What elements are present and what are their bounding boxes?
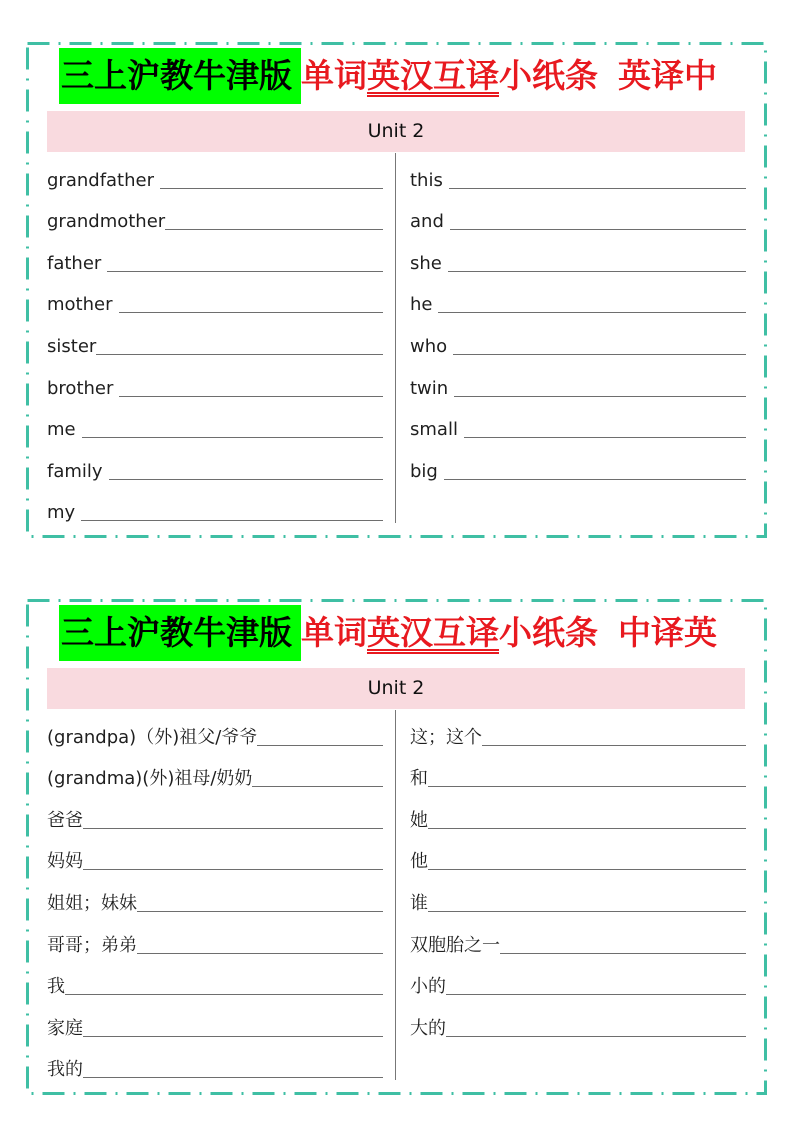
word-label: twin [410, 377, 449, 399]
answer-blank[interactable] [119, 396, 383, 397]
word-row [47, 237, 383, 279]
card-title [59, 48, 717, 104]
answer-blank[interactable] [82, 437, 383, 438]
word-label: mother [47, 294, 113, 316]
word-label: grandfather [47, 169, 154, 191]
answer-blank[interactable] [500, 953, 746, 954]
word-label: 她 [410, 809, 428, 831]
answer-blank[interactable] [160, 188, 383, 189]
word-row [410, 445, 746, 487]
word-label: 家庭 [47, 1017, 83, 1039]
title-word: 单词 [301, 613, 367, 652]
word-row [410, 154, 746, 196]
answer-blank[interactable] [448, 271, 746, 272]
answer-blank[interactable] [438, 312, 746, 313]
answer-blank[interactable] [137, 953, 383, 954]
word-label: brother [47, 377, 114, 399]
word-label: 姐姐；妹妹 [47, 892, 137, 914]
answer-blank[interactable] [107, 271, 383, 272]
word-row [47, 154, 383, 196]
answer-blank[interactable] [450, 229, 746, 230]
answer-blank[interactable] [83, 828, 383, 829]
unit-header: Unit 2 [47, 111, 745, 152]
title-underlined: 英汉互译 [367, 613, 499, 652]
word-label: 爸爸 [47, 809, 83, 831]
word-row [410, 711, 746, 753]
word-row [47, 753, 383, 795]
word-label: he [410, 294, 433, 316]
word-row [47, 404, 383, 446]
answer-blank[interactable] [453, 354, 746, 355]
word-row [410, 961, 746, 1003]
worksheet-card-zh-to-en [26, 599, 767, 1095]
word-row [410, 753, 746, 795]
word-label: who [410, 335, 448, 357]
word-label: she [410, 252, 442, 274]
word-label: small [410, 419, 458, 441]
word-row [47, 1044, 383, 1086]
answer-blank[interactable] [109, 479, 383, 480]
word-row [47, 362, 383, 404]
answer-blank[interactable] [257, 745, 383, 746]
word-label: grandmother [47, 211, 166, 233]
answer-blank[interactable] [454, 396, 746, 397]
word-row [410, 279, 746, 321]
answer-blank[interactable] [482, 745, 746, 746]
answer-blank[interactable] [81, 520, 383, 521]
worksheet-card-en-to-zh [26, 42, 767, 538]
word-label: 大的 [410, 1017, 446, 1039]
answer-blank[interactable] [119, 312, 384, 313]
word-row [47, 836, 383, 878]
word-label: big [410, 460, 438, 482]
answer-blank[interactable] [428, 786, 746, 787]
title-slip: 小纸条 [499, 613, 598, 652]
word-label: me [47, 419, 76, 441]
answer-blank[interactable] [449, 188, 746, 189]
left-column [47, 711, 383, 1085]
word-row [47, 445, 383, 487]
card-title [59, 605, 717, 661]
title-mode: 中译英 [618, 613, 717, 652]
word-row [47, 487, 383, 529]
answer-blank[interactable] [464, 437, 746, 438]
word-row [410, 1002, 746, 1044]
word-label: 双胞胎之一 [410, 934, 500, 956]
word-row [47, 279, 383, 321]
title-description [301, 605, 717, 661]
word-label: family [47, 460, 103, 482]
title-textbook-highlight: 三上沪教牛津版 [59, 605, 301, 661]
word-label: this [410, 169, 443, 191]
column-divider [395, 153, 396, 523]
word-label: 我的 [47, 1059, 83, 1081]
word-row [47, 877, 383, 919]
answer-blank[interactable] [428, 911, 746, 912]
column-divider [395, 710, 396, 1080]
word-label: 谁 [410, 892, 428, 914]
word-row [47, 196, 383, 238]
answer-blank[interactable] [165, 229, 383, 230]
answer-blank[interactable] [446, 994, 746, 995]
word-row [410, 320, 746, 362]
word-label: (grandpa)（外)祖父/爷爷 [47, 726, 258, 748]
title-word: 单词 [301, 56, 367, 95]
word-row [47, 320, 383, 362]
title-mode: 英译中 [618, 56, 717, 95]
word-row [410, 794, 746, 836]
left-column [47, 154, 383, 528]
word-row [47, 711, 383, 753]
answer-blank[interactable] [446, 1036, 746, 1037]
word-label: (grandma)(外)祖母/奶奶 [47, 768, 253, 790]
title-textbook-highlight: 三上沪教牛津版 [59, 48, 301, 104]
word-label: 他 [410, 851, 428, 873]
right-column [410, 711, 746, 1044]
answer-blank[interactable] [444, 479, 746, 480]
answer-blank[interactable] [137, 911, 383, 912]
word-row [410, 237, 746, 279]
right-column [410, 154, 746, 487]
word-label: father [47, 252, 102, 274]
word-label: my [47, 502, 76, 524]
word-row [410, 196, 746, 238]
title-slip: 小纸条 [499, 56, 598, 95]
answer-blank[interactable] [96, 354, 383, 355]
word-label: 和 [410, 768, 428, 790]
word-row [47, 1002, 383, 1044]
word-row [47, 919, 383, 961]
answer-blank[interactable] [252, 786, 383, 787]
answer-blank[interactable] [83, 1036, 383, 1037]
word-label: 哥哥；弟弟 [47, 934, 137, 956]
word-row [410, 877, 746, 919]
word-row [410, 362, 746, 404]
answer-blank[interactable] [428, 869, 746, 870]
word-label: 我 [47, 976, 65, 998]
answer-blank[interactable] [428, 828, 746, 829]
word-row [47, 794, 383, 836]
word-label: sister [47, 335, 97, 357]
title-underlined: 英汉互译 [367, 56, 499, 95]
title-description [301, 48, 717, 104]
word-row [410, 919, 746, 961]
word-row [410, 836, 746, 878]
word-row [47, 961, 383, 1003]
word-label: 妈妈 [47, 851, 83, 873]
answer-blank[interactable] [65, 994, 383, 995]
word-row [410, 404, 746, 446]
word-label: 小的 [410, 976, 446, 998]
answer-blank[interactable] [83, 869, 383, 870]
word-label: and [410, 211, 444, 233]
unit-header: Unit 2 [47, 668, 745, 709]
word-label: 这；这个 [410, 726, 482, 748]
answer-blank[interactable] [83, 1077, 383, 1078]
